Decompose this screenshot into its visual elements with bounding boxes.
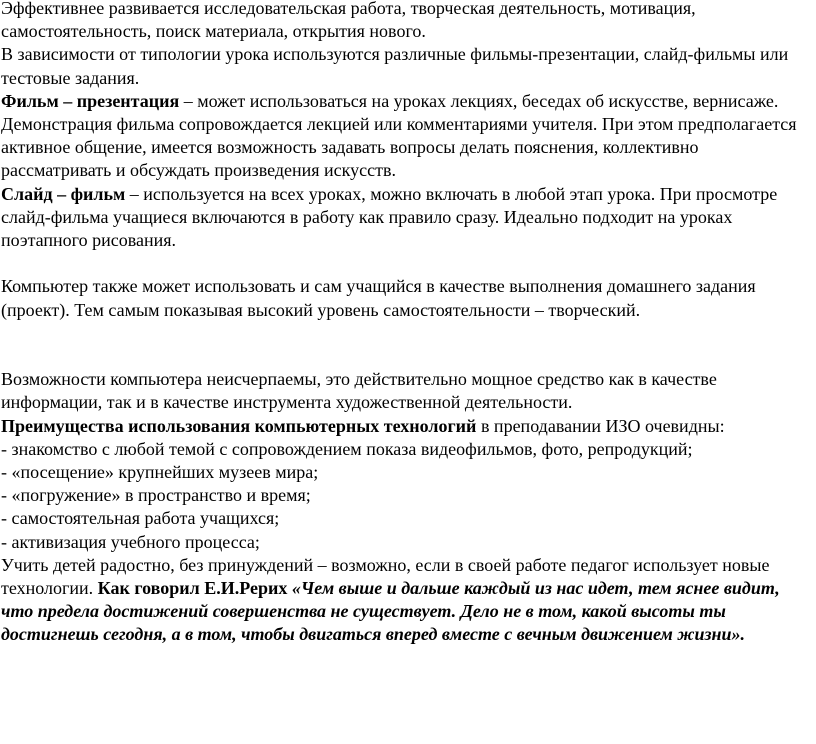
conclusion-text: Учить детей радостно, без принуждений – возможно, если в своей работе педагог использует новые технологии. [1, 554, 770, 599]
term-slide-film: Слайд – фильм [1, 183, 126, 204]
spacer [1, 252, 813, 275]
list-item: - «погружение» в пространство и время; [1, 485, 311, 506]
term-advantages: Преимущества использования компьютерных технологий [1, 415, 477, 436]
paragraph-advantages [1, 415, 813, 438]
paragraph-slide-film [1, 183, 813, 253]
list-item: - активизация учебного процесса; [1, 531, 260, 552]
film-presentation-text: – может использоваться на уроках лекциях, беседах об искусстве, вернисаже. Демонстрация фильма сопровождается лекцией или комментариями учителя. При этом предполагается активное общение, имеется возможность задавать вопросы делать пояснения, коллективно рассматривать и обсуждать произведения искусств. [1, 90, 797, 181]
paragraph-intro: Эффективнее развивается исследовательская работа, творческая деятельность, мотивация, самостоятельность, поиск материала, открытия нового. [1, 0, 696, 42]
list-item: - самостоятельная работа учащихся; [1, 508, 280, 529]
paragraph-student-computer: Компьютер также может использовать и сам учащийся в качестве выполнения домашнего задания (проект). Тем самым показывая высокий уровень самостоятельности – творческий. [1, 276, 756, 320]
roerich-quote: «Чем выше и дальше каждый из нас идет, тем яснее видит, что предела достижений совершенства не существует. Дело не в том, какой высоты ты достигнешь сегодня, а в том, чтобы двигаться вперед вместе с вечным движением жизни». [1, 578, 780, 645]
paragraph-film-presentation [1, 90, 813, 183]
paragraph-possibilities: Возможности компьютера неисчерпаемы, это действительно мощное средство как в качестве информации, так и в качестве инструмента художественной деятельности. [1, 369, 717, 413]
term-film-presentation: Фильм – презентация [1, 90, 180, 111]
slide-film-text: – используется на всех уроках, можно включать в любой этап урока. При просмотре слайд-фильма учащиеся включаются в работу как правило сразу. Идеально подходит на уроках поэтапного рисования. [1, 183, 778, 251]
spacer [1, 322, 813, 368]
list-item: - «посещение» крупнейших музеев мира; [1, 462, 319, 483]
paragraph-typology: В зависимости от типологии урока используются различные фильмы-презентации, слайд-фильмы или тестовые задания. [1, 44, 789, 88]
quote-attribution: Как говорил Е.И.Рерих [97, 578, 292, 599]
document-body [1, 0, 813, 647]
paragraph-conclusion [1, 554, 813, 647]
list-item: - знакомство с любой темой с сопровождением показа видеофильмов, фото, репродукций; [1, 438, 693, 459]
advantages-text: в преподавании ИЗО очевидны: [476, 415, 725, 436]
